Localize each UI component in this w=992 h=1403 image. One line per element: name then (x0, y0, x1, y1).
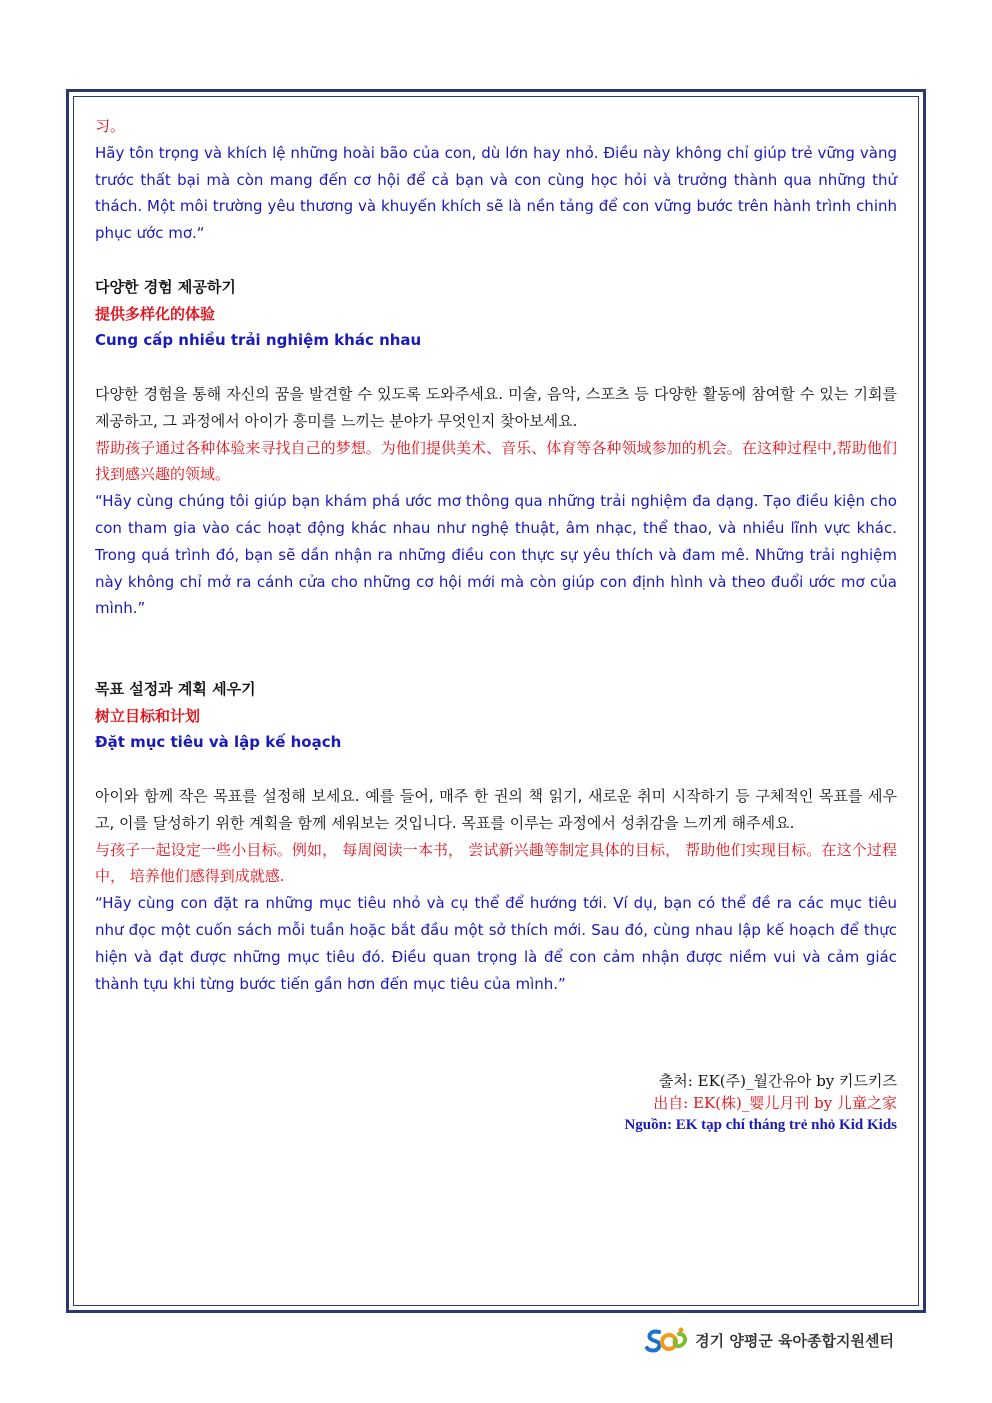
intro-cn-tail: 习。 (95, 117, 126, 135)
source-kr: 출처: EK(주)_월간유아 by 키드키즈 (658, 1072, 897, 1090)
section3-body-kr: 아이와 함께 작은 목표를 설정해 보세요. 예를 들어, 매주 한 권의 책 읽기, 새로운 취미 시작하기 등 구체적인 목표를 세우고, 이를 달성하기 위한 계획을 함께 세워보는 것입니다. 목표를 이루는 과정에서 성취감을 느끼게 해주세요. (95, 786, 897, 832)
article-body (95, 113, 897, 997)
section3-heading-cn: 树立目标和计划 (95, 706, 201, 725)
footer-logo (645, 1326, 894, 1354)
source-credits (624, 1070, 897, 1136)
intro-vn-quote: Hãy tôn trọng và khích lệ những hoài bão của con, dù lớn hay nhỏ. Điều này không chỉ giúp trẻ vững vàng trước thất bại mà còn mang đến cơ hội để cả bạn và con cùng học hỏi và trưởng thành qua những thử thách. Một môi trường yêu thương và khuyến khích sẽ là nền tảng để con vững bước trên hành trình chinh phục ước mơ.“ (95, 143, 897, 243)
section2-body-cn: 帮助孩子通过各种体验来寻找自己的梦想。为他们提供美术、音乐、体育等各种领域参加的机会。在这种过程中,帮助他们找到感兴趣的领域。 (95, 438, 897, 484)
spacer (95, 247, 897, 274)
center-logo-icon (645, 1326, 689, 1354)
section2-body-kr: 다양한 경험을 통해 자신의 꿈을 발견할 수 있도록 도와주세요. 미술, 음악, 스포츠 등 다양한 활동에 참여할 수 있는 기회를 제공하고, 그 과정에서 아이가 흥미를 느끼는 분야가 무엇인지 찾아보세요. (95, 384, 897, 430)
section2-heading-vn: Cung cấp nhiều trải nghiệm khác nhau (95, 331, 422, 350)
org-name: 경기 양평군 육아종합지원센터 (695, 1331, 894, 1350)
source-cn: 出自: EK(株)_婴儿月刊 by 儿童之家 (653, 1094, 897, 1112)
source-vn: Nguồn: EK tạp chí tháng trẻ nhỏ Kid Kids (624, 1117, 897, 1133)
spacer (95, 354, 897, 381)
section3-body-vn: “Hãy cùng con đặt ra những mục tiêu nhỏ và cụ thể để hướng tới. Ví dụ, bạn có thể đề ra các mục tiêu như đọc một cuốn sách mỗi tuần hoặc bắt đầu một sở thích mới. Sau đó, cùng nhau lập kế hoạch để thực hiện và đạt được những mục tiêu đó. Điều quan trọng là để con cảm nhận được niềm vui và cảm giác thành tựu khi từng bước tiến gần hơn đến mục tiêu của mình.” (95, 894, 897, 993)
spacer (95, 622, 897, 676)
section3-body-cn: 与孩子一起设定一些小目标。例如， 每周阅读一本书， 尝试新兴趣等制定具体的目标， 帮助他们实现目标。在这个过程中， 培养他们感得到成就感. (95, 840, 897, 886)
spacer (95, 756, 897, 783)
section2-heading-kr: 다양한 경험 제공하기 (95, 277, 236, 296)
section2-heading-cn: 提供多样化的体验 (95, 304, 216, 323)
section2-body-vn: “Hãy cùng chúng tôi giúp bạn khám phá ước mơ thông qua những trải nghiệm đa dạng. Tạo điều kiện cho con tham gia vào các hoạt động khác nhau như nghệ thuật, âm nhạc, thể thao, và nhiều lĩnh vực khác. Trong quá trình đó, bạn sẽ dần nhận ra những điều con thực sự yêu thích và đam mê. Những trải nghiệm này không chỉ mở ra cánh cửa cho những cơ hội mới mà còn giúp con định hình và theo đuổi ước mơ của mình.” (95, 492, 897, 618)
section3-heading-kr: 목표 설정과 계획 세우기 (95, 679, 256, 698)
section3-heading-vn: Đặt mục tiêu và lập kế hoạch (95, 733, 342, 752)
